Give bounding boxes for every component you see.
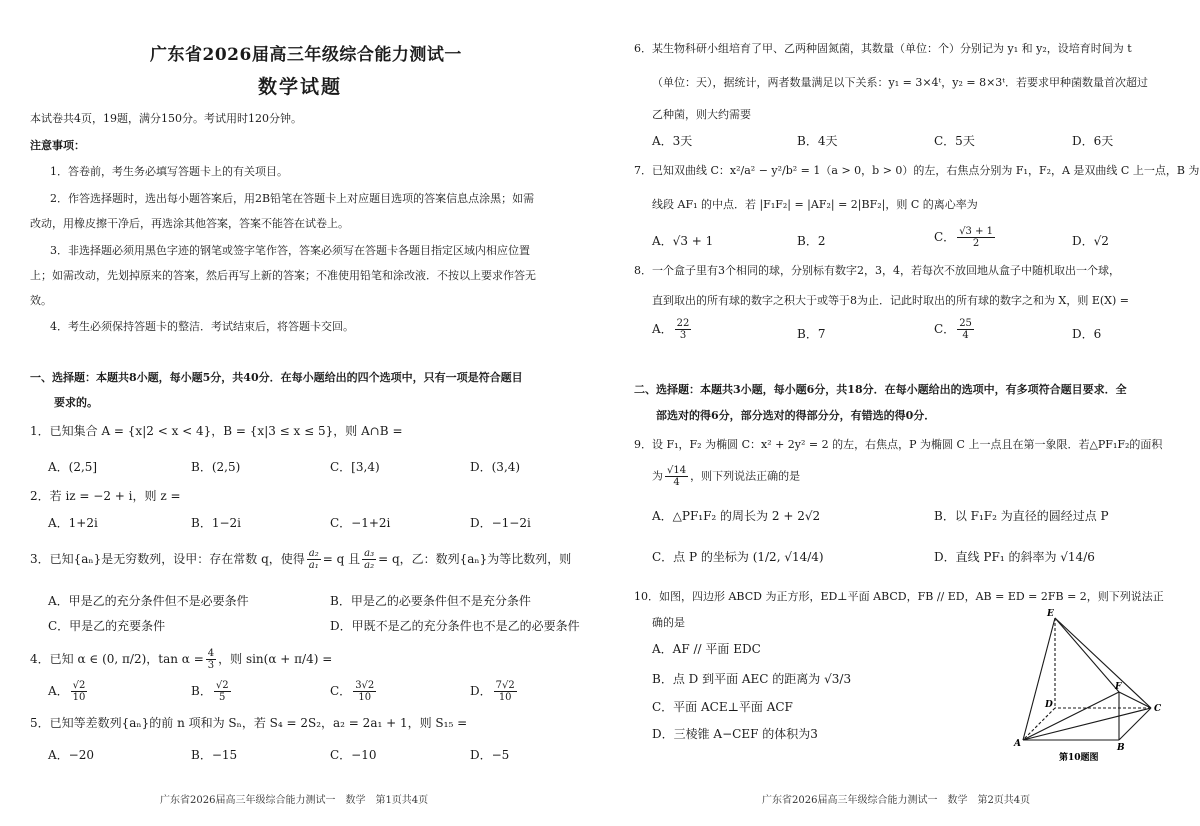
option-fraction	[494, 680, 517, 703]
frac-den: 3	[207, 660, 215, 671]
q10-stem-line: 确的是	[652, 616, 685, 629]
option-label: B．	[797, 327, 818, 341]
vertex-label-c: C	[1154, 704, 1162, 714]
option-fraction	[675, 318, 692, 341]
q10-figure	[1011, 604, 1171, 764]
q7-option-a	[652, 232, 713, 249]
option-label: A．	[652, 322, 673, 336]
q4-option-c	[330, 680, 378, 703]
q4-stem-a: 4．已知 α ∈ (0, π/2)，tan α =	[30, 652, 204, 666]
q3-stem-a: 3．已知{aₙ}是无穷数列，设甲：存在常数 q，使得	[30, 552, 305, 566]
q3-option-d: D．甲既不是乙的充分条件也不是乙的必要条件	[330, 619, 580, 633]
note-line: 1．答卷前，考生务必填写答题卡上的有关项目。	[50, 165, 288, 178]
q8-option-d	[1072, 325, 1101, 342]
frac-den: 2	[972, 238, 980, 249]
edge-ac	[1023, 708, 1151, 740]
frac-den: 3	[679, 330, 687, 341]
q9-stem-line	[652, 465, 800, 488]
q9-stem-line: 9．设 F₁，F₂ 为椭圆 C：x² + 2y² = 2 的左，右焦点，P 为椭圆 C 上一点且在第一象限．若△PF₁F₂的面积	[634, 438, 1163, 451]
q10-stem-line: 10．如图，四边形 ABCD 为正方形，ED⊥平面 ABCD，FB // ED，AB = ED = 2FB = 2，则下列说法正	[634, 590, 1164, 603]
note-line: 上；如需改动，先划掉原来的答案，然后再写上新的答案；不准使用铅笔和涂改液．不按以上要求作答无	[30, 269, 536, 282]
frac-num: 22	[676, 318, 690, 329]
option-fraction	[214, 680, 231, 703]
option-fraction	[957, 318, 974, 341]
edge-bc	[1119, 708, 1151, 740]
frac-den: 4	[962, 330, 969, 341]
q9-option-b: B．以 F₁F₂ 为直径的圆经过点 P	[934, 509, 1109, 523]
section2-heading-cont: 部选对的得6分，部分选对的得部分分，有错选的得0分．	[656, 409, 936, 422]
q8-option-b	[797, 325, 825, 342]
note-line: 3．非选择题必须用黑色字迹的钢笔或签字笔作答，答案必须写在答题卡各题目指定区域内相应位置	[50, 244, 530, 257]
q3-ratio-2	[362, 548, 376, 571]
option-fraction	[957, 226, 995, 249]
page-footer: 广东省2026届高三年级综合能力测试一 数学 第1页共4页	[160, 795, 429, 806]
q7-stem-line: 线段 AF₁ 的中点．若 |F₁F₂| = |AF₂| = 2|BF₂|，则 C 的离心率为	[652, 198, 978, 211]
q4-option-b	[191, 680, 233, 703]
frac-num: a₃	[364, 548, 375, 559]
q6-stem-line: 6．某生物科研小组培育了甲、乙两种固氮菌，其数量（单位：个）分别记为 y₁ 和 y₂，设培育时间为 t	[634, 42, 1132, 55]
q3-option-b: B．甲是乙的必要条件但不是充分条件	[330, 594, 531, 608]
q9-option-a: A．△PF₁F₂ 的周长为 2 + 2√2	[652, 509, 821, 523]
frac-num: √3 + 1	[959, 226, 994, 237]
q9-stem-prefix: 为	[652, 469, 663, 483]
q8-stem-line: 直到取出的所有球的数字之积大于或等于8为止．记此时取出的所有球的数字之和为 X，则 E(X) =	[652, 294, 1129, 307]
option-label: C．	[934, 322, 956, 336]
frac-den: a₂	[364, 560, 375, 571]
q9-option-d: D．直线 PF₁ 的斜率为 √14/6	[934, 550, 1095, 564]
q10-option-d: D．三棱锥 A−CEF 的体积为3	[652, 727, 818, 741]
q1-stem: 1．已知集合 A = {x|2 < x < 4}，B = {x|3 ≤ x ≤ 5}，则 A∩B =	[30, 424, 403, 438]
q4-tan-fraction	[206, 648, 216, 671]
frac-den: 5	[219, 692, 226, 703]
frac-den: 10	[72, 692, 86, 703]
section1-heading-cont: 要求的。	[54, 396, 98, 409]
q9-option-c: C．点 P 的坐标为 (1/2, √14/4)	[652, 550, 824, 564]
q8-option-c	[934, 318, 976, 341]
q2-stem: 2．若 iz = −2 + i，则 z =	[30, 489, 181, 503]
frac-num: a₂	[308, 548, 319, 559]
q1-option-d: D．(3,4)	[470, 460, 521, 474]
frac-num: √2	[215, 680, 229, 691]
frac-num: 3√2	[355, 680, 375, 691]
vertex-label-d: D	[1045, 700, 1053, 710]
figure-caption: 第10题图	[1059, 753, 1099, 763]
edge-fa	[1023, 692, 1119, 740]
q4-option-d	[470, 680, 519, 703]
option-label: C．	[934, 230, 956, 244]
option-text: 2	[817, 234, 826, 248]
notes-heading: 注意事项：	[30, 139, 85, 152]
option-fraction	[71, 680, 88, 703]
q7-stem-line: 7．已知双曲线 C：x²/a² − y²/b² = 1（a > 0，b > 0）的左，右焦点分别为 F₁，F₂，A 是双曲线 C 上一点，B 为	[634, 164, 1200, 177]
page-right	[600, 0, 1200, 826]
q3-stem-c: = q，乙：数列{aₙ}为等比数列，则	[378, 552, 572, 566]
q10-option-b: B．点 D 到平面 AEC 的距离为 √3/3	[652, 672, 852, 686]
exam-intro: 本试卷共4页，19题，满分150分。考试用时120分钟。	[30, 112, 302, 125]
q3-option-c: C．甲是乙的充要条件	[48, 619, 166, 633]
frac-den: 4	[673, 477, 680, 488]
q9-stem-suffix: ，则下列说法正确的是	[690, 469, 801, 483]
q6-stem-line: （单位：天），据统计，两者数量满足以下关系：y₁ = 3×4ᵗ，y₂ = 8×3ᵗ．若要求甲种菌数量首次超过	[652, 76, 1149, 89]
frac-num: √14	[667, 465, 687, 476]
vertex-label-a: A	[1014, 739, 1021, 749]
q10-option-c: C．平面 ACE⊥平面 ACF	[652, 700, 793, 714]
q8-option-a	[652, 318, 693, 341]
option-text: √2	[1093, 234, 1109, 248]
q3-stem	[30, 548, 571, 571]
q3-ratio-1	[307, 548, 321, 571]
option-fraction	[353, 680, 376, 703]
q7-option-c	[934, 226, 997, 249]
exam-title: 广东省2026届高三年级综合能力测试一	[150, 45, 462, 65]
q2-option-d: D．−1−2i	[470, 516, 531, 530]
q2-option-b: B．1−2i	[191, 516, 241, 530]
q6-option-c: C．5天	[934, 134, 975, 148]
q3-option-a: A．甲是乙的充分条件但不是必要条件	[48, 594, 249, 608]
q2-option-a: A．1+2i	[48, 516, 98, 530]
frac-num: 4	[207, 648, 215, 659]
q4-stem-b: ，则 sin(α + π/4) =	[218, 652, 333, 666]
page-footer: 广东省2026届高三年级综合能力测试一 数学 第2页共4页	[762, 795, 1031, 806]
edge-da	[1023, 708, 1055, 740]
option-label: D．	[1072, 234, 1094, 248]
option-label: A．	[652, 234, 673, 248]
option-label: B．	[191, 684, 212, 698]
frac-den: 10	[358, 692, 372, 703]
option-text: 7	[817, 327, 826, 341]
vertex-label-e: E	[1047, 609, 1054, 619]
exam-subtitle: 数学试题	[258, 76, 343, 98]
q5-option-d: D．−5	[470, 748, 510, 762]
frac-num: √2	[72, 680, 86, 691]
note-line: 4．考生必须保持答题卡的整洁．考试结束后，将答题卡交回。	[50, 320, 354, 333]
q10-option-a: A．AF // 平面 EDC	[652, 642, 761, 656]
edge-ec	[1055, 618, 1151, 708]
q5-option-a: A．−20	[48, 748, 94, 762]
vertex-label-b: B	[1117, 743, 1125, 753]
frac-den: 10	[498, 692, 512, 703]
vertex-label-f: F	[1115, 682, 1122, 692]
option-label: D．	[470, 684, 492, 698]
note-line: 改动，用橡皮擦干净后，再选涂其他答案，答案不能答在试卷上。	[30, 217, 349, 230]
q1-option-a: A．(2,5]	[48, 460, 98, 474]
q6-stem-line: 乙种菌，则大约需要	[652, 108, 751, 121]
q6-option-a: A．3天	[652, 134, 693, 148]
q6-option-d: D．6天	[1072, 134, 1114, 148]
q5-option-c: C．−10	[330, 748, 377, 762]
edge-ea	[1023, 618, 1055, 740]
q5-option-b: B．−15	[191, 748, 238, 762]
option-text: √3 + 1	[672, 234, 714, 248]
frac-num: 25	[959, 318, 972, 329]
q3-stem-b: = q 且	[322, 552, 361, 566]
option-text: 6	[1093, 327, 1102, 341]
q1-option-c: C．[3,4)	[330, 460, 380, 474]
q8-stem-line: 8．一个盒子里有3个相同的球，分别标有数字2，3，4，若每次不放回地从盒子中随机取出一个球，	[634, 264, 1120, 277]
section1-heading: 一、选择题：本题共8小题，每小题5分，共40分．在每小题给出的四个选项中，只有一项是符合题目	[30, 371, 523, 384]
note-line: 2．作答选择题时，选出每小题答案后，用2B铅笔在答题卡上对应题目选项的答案信息点涂黑；如需	[50, 192, 535, 205]
frac-den: a₁	[308, 560, 319, 571]
q4-stem	[30, 648, 332, 671]
q5-stem: 5．已知等差数列{aₙ}的前 n 项和为 Sₙ，若 S₄ = 2S₂，a₂ = 2a₁ + 1，则 S₁₅ =	[30, 716, 468, 730]
q4-option-a	[48, 680, 89, 703]
option-label: D．	[1072, 327, 1094, 341]
option-label: C．	[330, 684, 352, 698]
section2-heading: 二、选择题：本题共3小题，每小题6分，共18分．在每小题给出的选项中，有多项符合题目要求．全	[634, 383, 1127, 396]
q7-option-d	[1072, 232, 1109, 249]
frac-num: 7√2	[495, 680, 515, 691]
q9-area-fraction	[665, 465, 688, 488]
note-line: 效。	[30, 294, 52, 307]
q6-option-b: B．4天	[797, 134, 838, 148]
q1-option-b: B．(2,5)	[191, 460, 241, 474]
option-label: A．	[48, 684, 69, 698]
edge-fc	[1119, 692, 1151, 708]
option-label: B．	[797, 234, 818, 248]
q7-option-b	[797, 232, 825, 249]
edge-ef	[1055, 618, 1119, 692]
q2-option-c: C．−1+2i	[330, 516, 391, 530]
